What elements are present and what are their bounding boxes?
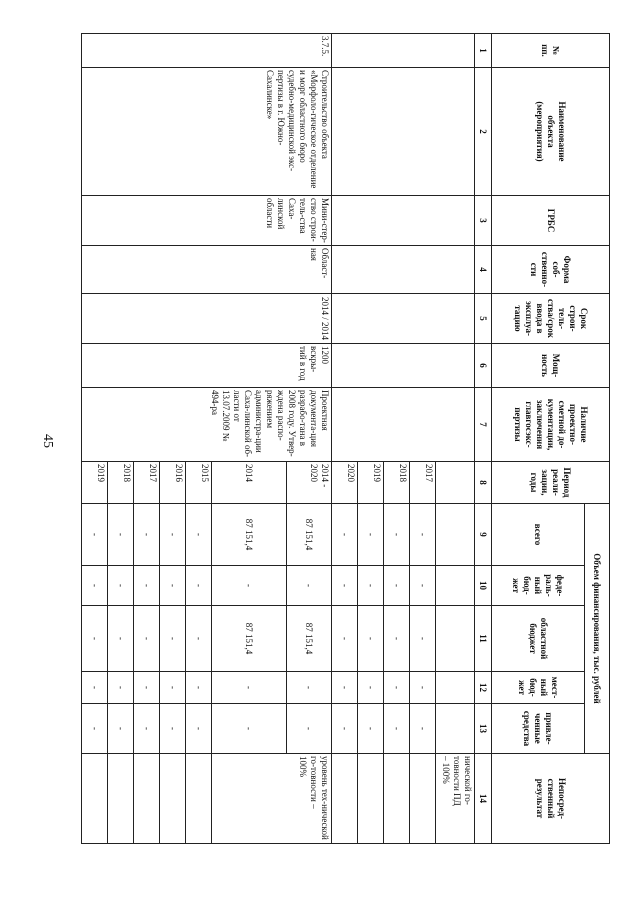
total-value: - [108,504,134,566]
header-grbs: ГРБС [492,196,610,246]
prev-regional-cell [436,606,475,672]
year: 2017 [134,462,160,504]
prev-psd-cell [332,388,475,462]
item-psd: Проектная документа-ция разрабо-тана в 2008 году. Утвер-ждена распо-ряжением администра-ции Саха-линской об-ласти от 13.07.2009 № 494-ра [82,388,332,462]
total-value: - [358,504,384,566]
col-num-13: 13 [475,704,492,754]
prev-term-cell [332,294,475,344]
regional-value: - [332,606,358,672]
total-value: - [82,504,108,566]
col-num-2: 2 [475,68,492,196]
year: 2018 [108,462,134,504]
col-num-7: 7 [475,388,492,462]
federal-value: - [186,566,212,606]
regional-value: - [358,606,384,672]
local-value: - [212,672,287,704]
header-result: Непосред- ственный результат [492,754,610,844]
year: 2019 [82,462,108,504]
col-num-4: 4 [475,246,492,294]
header-regional: областной бюджет [492,606,585,672]
total-value: - [134,504,160,566]
result-cell [82,754,108,844]
col-num-3: 3 [475,196,492,246]
result-cell [160,754,186,844]
rotated-table-area [90,33,610,843]
local-value: - [384,672,410,704]
prev-capacity-cell [332,344,475,388]
item-capacity: 1200 вскры-тий в год [82,344,332,388]
local-value: - [134,672,160,704]
year: 2019 [358,462,384,504]
attracted-value: - [358,704,384,754]
item-grbs: Мини-стер-ство строи-тель-ства Саха-линской области [82,196,332,246]
year: 2018 [384,462,410,504]
total-value: - [332,504,358,566]
attracted-value: - [332,704,358,754]
header-psd: Наличие проектно- сметной до- кументации, заключения главгосэкс- пертизы [492,388,610,462]
result-cell [410,754,436,844]
local-value: - [332,672,358,704]
federal-value: - [384,566,410,606]
prev-period-cell [436,462,475,504]
local-value: - [108,672,134,704]
federal-value: - [212,566,287,606]
local-value: - [186,672,212,704]
header-period: Период реали- зации, годы [492,462,610,504]
rotated-table-container [90,33,610,843]
year: 2016 [160,462,186,504]
total-value: 87 151,4 [212,504,287,566]
col-num-1: 1 [475,34,492,68]
prev-num-cell [332,34,475,68]
regional-value: 87 151,4 [212,606,287,672]
item-ownership: Област-ная [82,246,332,294]
regional-value: - [160,606,186,672]
item-num: 3.7.5. [82,34,332,68]
federal-value: - [410,566,436,606]
col-num-11: 11 [475,606,492,672]
header-name: Наименование объекта (мероприятия) [492,68,610,196]
attracted-value: - [82,704,108,754]
regional-value: - [186,606,212,672]
col-num-8: 8 [475,462,492,504]
attracted-value: - [160,704,186,754]
col-num-14: 14 [475,754,492,844]
year: 2014 - 2020 [287,462,332,504]
header-row-1 [585,34,610,844]
regional-value: - [384,606,410,672]
attracted-value: - [134,704,160,754]
col-num-10: 10 [475,566,492,606]
result-cell [186,754,212,844]
total-value: - [410,504,436,566]
total-value: 87 151,4 [287,504,332,566]
item-row-total [287,34,332,844]
header-num: № пп. [492,34,610,68]
regional-value: - [108,606,134,672]
local-value: - [358,672,384,704]
page-number: 45 [40,434,55,448]
attracted-value: - [384,704,410,754]
col-num-12: 12 [475,672,492,704]
header-attracted: привле- ченные средства [492,704,585,754]
financing-table [81,33,610,844]
prev-name-cell [332,68,475,196]
federal-value: - [82,566,108,606]
local-value: - [410,672,436,704]
federal-value: - [134,566,160,606]
prev-top-row [436,34,475,844]
federal-value: - [332,566,358,606]
item-result: уровень тех-нической го-товности – 100% [212,754,332,844]
item-name: Строительство объекта «Морфоло-гическое отделение и морг областного бюро судебно-медицинской экс-пертизы в г. Южно-Сахалинске» [82,68,332,196]
regional-value: - [410,606,436,672]
regional-value: - [134,606,160,672]
federal-value: - [287,566,332,606]
header-term: Срок строи- тель- ства/срок ввода в эксплуа- тацию [492,294,610,344]
attracted-value: - [212,704,287,754]
col-num-6: 6 [475,344,492,388]
regional-value: 87 151,4 [287,606,332,672]
col-num-9: 9 [475,504,492,566]
year: 2014 [212,462,287,504]
header-local: мест- ный бюд- жет [492,672,585,704]
attracted-value: - [186,704,212,754]
local-value: - [287,672,332,704]
prev-result-cell: нической го- товности ПД – 100% [436,754,475,844]
result-cell [108,754,134,844]
header-ownership: Форма соб- ственно- сти [492,246,610,294]
attracted-value: - [108,704,134,754]
col-num-5: 5 [475,294,492,344]
prev-local-cell [436,672,475,704]
result-cell [332,754,358,844]
year: 2020 [332,462,358,504]
year: 2015 [186,462,212,504]
federal-value: - [160,566,186,606]
local-value: - [160,672,186,704]
result-cell [384,754,410,844]
prev-federal-cell [436,566,475,606]
total-value: - [384,504,410,566]
item-term: 2014 / 2014 [82,294,332,344]
attracted-value: - [287,704,332,754]
header-capacity: Мощ- ность [492,344,610,388]
prev-grbs-cell [332,196,475,246]
header-federal: феде- раль- ный бюд- жет [492,566,585,606]
year: 2017 [410,462,436,504]
prev-attracted-cell [436,704,475,754]
total-value: - [160,504,186,566]
header-total: всего [492,504,585,566]
column-number-row [475,34,492,844]
federal-value: - [358,566,384,606]
local-value: - [82,672,108,704]
result-cell [134,754,160,844]
prev-ownership-cell [332,246,475,294]
federal-value: - [108,566,134,606]
total-value: - [186,504,212,566]
regional-value: - [82,606,108,672]
header-financing: Объем финансирования, тыс. рублей [585,504,610,754]
result-cell [358,754,384,844]
attracted-value: - [410,704,436,754]
prev-total-cell [436,504,475,566]
